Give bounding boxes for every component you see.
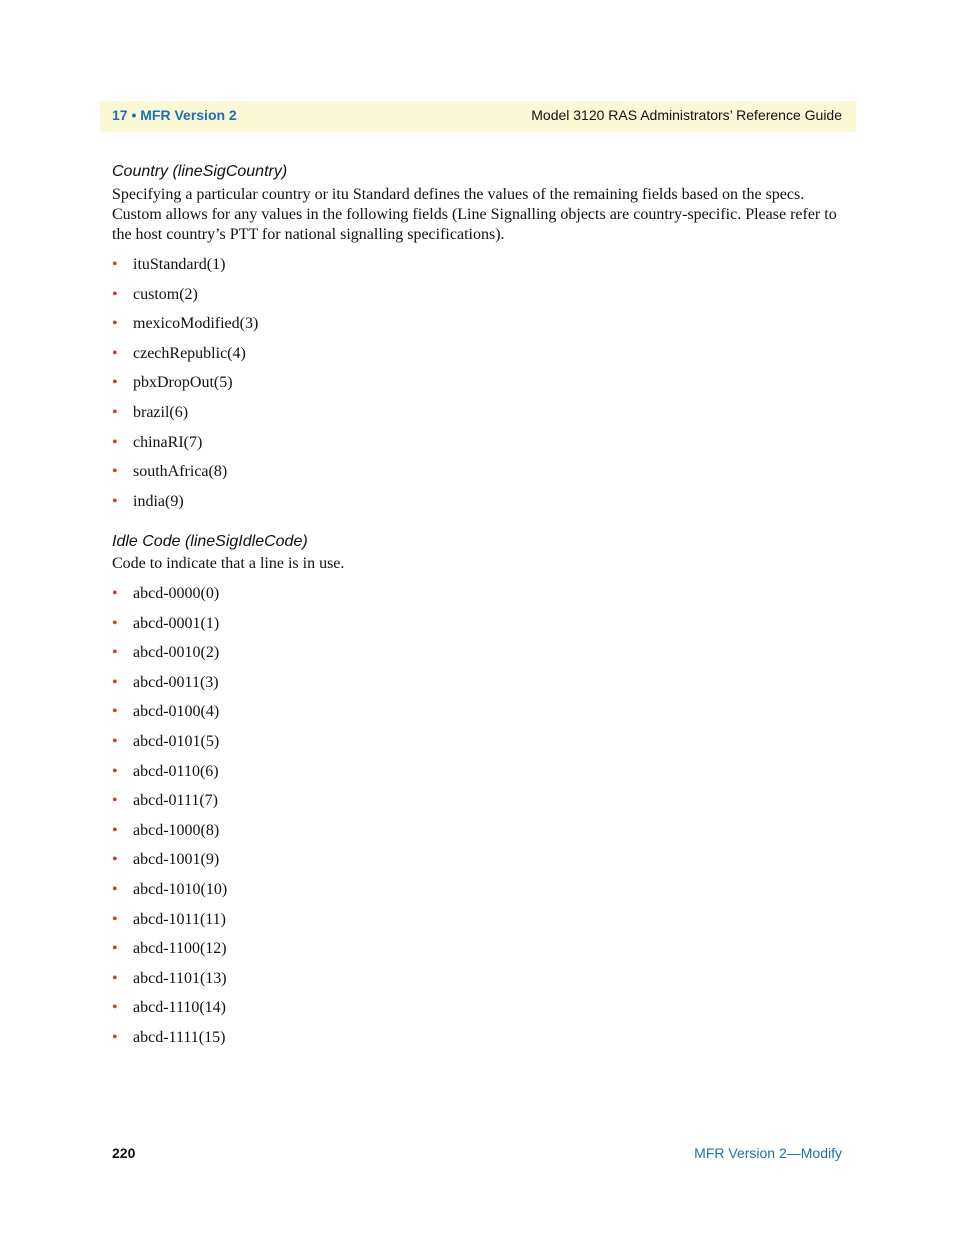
list-item-text: abcd-1111(15) xyxy=(133,1028,226,1046)
bullet-icon: • xyxy=(112,703,118,721)
list-item-text: abcd-1001(9) xyxy=(133,851,220,869)
bullet-icon: • xyxy=(112,792,118,810)
bullet-icon: • xyxy=(112,732,118,750)
bullet-icon: • xyxy=(112,969,118,987)
bullet-icon: • xyxy=(112,403,118,421)
list-item-text: custom(2) xyxy=(133,285,198,303)
footer-section-title: MFR Version 2—Modify xyxy=(694,1145,842,1161)
country-section-heading: Country (lineSigCountry) xyxy=(112,163,288,180)
chapter-title: 17 • MFR Version 2 xyxy=(112,107,237,123)
list-item-text: abcd-1011(11) xyxy=(133,910,226,928)
list-item-text: abcd-0111(7) xyxy=(133,792,218,810)
list-item-text: abcd-0110(6) xyxy=(133,762,219,780)
bullet-icon: • xyxy=(112,585,118,602)
list-item-text: india(9) xyxy=(133,492,184,510)
bullet-icon: • xyxy=(112,880,118,898)
bullet-icon: • xyxy=(112,344,118,362)
list-item-text: brazil(6) xyxy=(133,403,189,421)
bullet-icon: • xyxy=(112,940,118,958)
list-item-text: abcd-0010(2) xyxy=(133,644,220,662)
bullet-icon: • xyxy=(112,1028,118,1046)
list-item-text: abcd-0011(3) xyxy=(133,673,219,691)
list-item-text: abcd-1010(10) xyxy=(133,880,228,898)
page-number: 220 xyxy=(112,1145,136,1161)
idle-code-section-description: Code to indicate that a line is in use. xyxy=(112,555,345,572)
list-item-text: chinaRI(7) xyxy=(133,433,203,451)
list-item-text: abcd-0100(4) xyxy=(133,703,220,721)
list-item-text: abcd-1000(8) xyxy=(133,821,220,839)
bullet-icon: • xyxy=(112,374,118,392)
bullet-icon: • xyxy=(112,285,118,303)
bullet-icon: • xyxy=(112,762,118,780)
list-item-text: ituStandard(1) xyxy=(133,256,226,273)
bullet-icon: • xyxy=(112,492,118,510)
bullet-icon: • xyxy=(112,821,118,839)
list-item-text: abcd-0101(5) xyxy=(133,732,220,750)
bullet-icon: • xyxy=(112,463,118,481)
bullet-icon: • xyxy=(112,644,118,662)
bullet-icon: • xyxy=(112,673,118,691)
list-item-text: abcd-1110(14) xyxy=(133,999,226,1017)
bullet-icon: • xyxy=(112,851,118,869)
guide-title: Model 3120 RAS Administrators’ Reference Guide xyxy=(531,107,842,123)
list-item-text: southAfrica(8) xyxy=(133,463,228,481)
bullet-icon: • xyxy=(112,256,118,273)
bullet-icon: • xyxy=(112,315,118,333)
country-section-description: Specifying a particular country or itu Standard defines the values of the remaining fields based on the specs. Custom allows for any values in the following fields (Line Signalling objects are country-specific. Please refer to the host country’s PTT for national signalling specifications). xyxy=(112,186,837,243)
running-header xyxy=(100,101,856,132)
bullet-icon: • xyxy=(112,614,118,632)
list-item-text: abcd-0000(0) xyxy=(133,585,220,602)
idle-code-section-heading: Idle Code (lineSigIdleCode) xyxy=(112,533,308,550)
bullet-icon: • xyxy=(112,999,118,1017)
list-item-text: czechRepublic(4) xyxy=(133,344,246,362)
list-item-text: abcd-0001(1) xyxy=(133,614,220,632)
list-item-text: pbxDropOut(5) xyxy=(133,374,233,392)
list-item-text: mexicoModified(3) xyxy=(133,315,259,333)
list-item-text: abcd-1101(13) xyxy=(133,969,227,987)
bullet-icon: • xyxy=(112,910,118,928)
bullet-icon: • xyxy=(112,433,118,451)
list-item-text: abcd-1100(12) xyxy=(133,940,227,958)
